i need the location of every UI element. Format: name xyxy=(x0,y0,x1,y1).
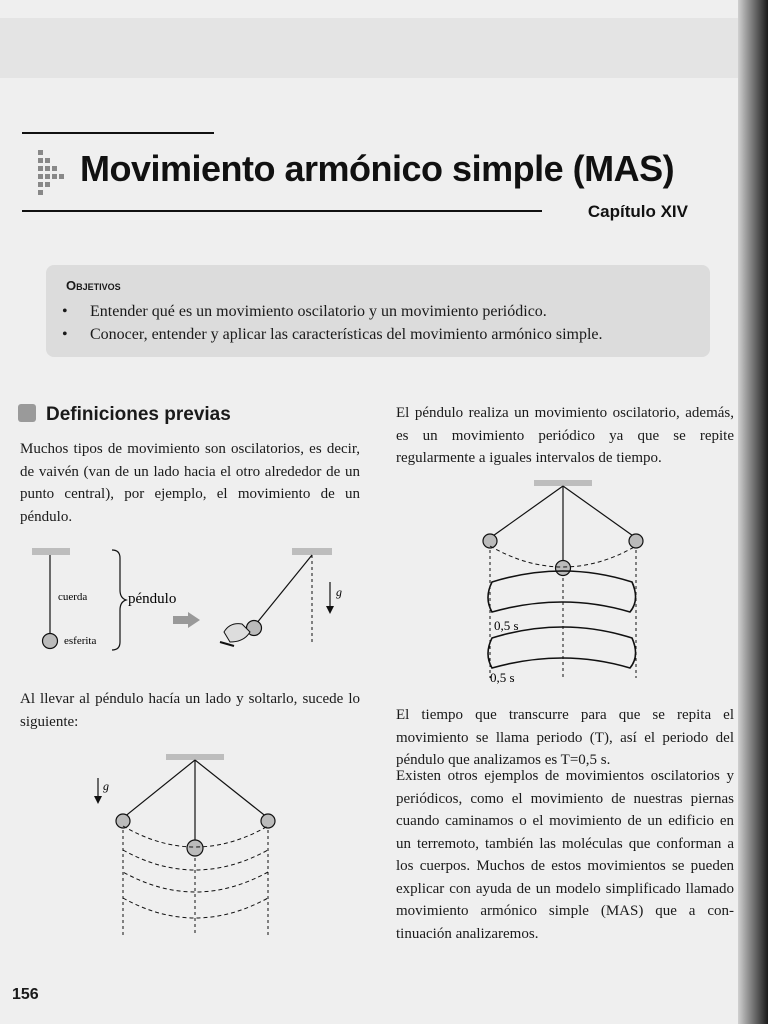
objective-item: • Conocer, entender y aplicar las características del movimiento armónico simple. xyxy=(60,323,603,346)
objectives-list xyxy=(60,300,603,346)
title-decoration-icon xyxy=(38,150,66,196)
period-label-1: 0,5 s xyxy=(494,618,519,633)
page-edge-shadow xyxy=(738,0,768,1024)
bob-right xyxy=(261,814,275,828)
string-left xyxy=(490,486,563,538)
gravity-arrowhead-icon xyxy=(326,606,334,614)
bob-icon xyxy=(43,634,58,649)
right-paragraph-1: El péndulo realiza un movimiento oscilatorio, además, es un movimiento periódico ya que se repite regularmente a iguales intervalos de tiempo. xyxy=(396,405,734,466)
support-icon xyxy=(534,480,592,486)
objectives-heading: Objetivos xyxy=(66,278,121,293)
label-pendulo: péndulo xyxy=(128,591,177,607)
right-paragraph-2: El tiempo que transcurre para que se repita el movimiento se llama periodo (T), así el periodo del péndulo que analizamos es T=0,5 s. xyxy=(396,707,734,768)
support-icon xyxy=(292,548,332,555)
figure-pendulum-swing xyxy=(90,750,290,940)
page-number: 156 xyxy=(12,986,39,1003)
right-paragraph-3: Existen otros ejemplos de movimientos oscilatorios y periódicos, como el movimiento de nuestras piernas cuando caminamos o el movimiento de un edificio en un terremoto, también las moléculas que conforman a los cuerpos. Muchos de estos movimientos se pueden explicar con ayuda de un modelo simplificado llamado movimiento armónico simple (MAS) que a continuación analizaremos. xyxy=(396,768,734,942)
period-band xyxy=(488,627,636,668)
support-icon xyxy=(166,754,224,760)
support-icon xyxy=(32,548,70,555)
label-g: g xyxy=(103,779,109,793)
page-title: Movimiento armónico simple (MAS) xyxy=(80,148,675,189)
bob-center xyxy=(187,840,203,856)
string-left xyxy=(123,760,195,818)
section-paragraph-2: Al llevar al péndulo hacía un lado y soltarlo, sucede lo siguiente: xyxy=(20,691,360,730)
figure-pendulum-period xyxy=(470,478,660,690)
cuff-icon xyxy=(220,642,234,646)
section-paragraph-1: Muchos tipos de movimiento son oscilatorios, es decir, de vaivén (van de un lado hacia el otro alrededor de un punto central), por ejemplo, el movimiento de un péndulo. xyxy=(20,441,360,525)
bob-right xyxy=(629,534,643,548)
string-line xyxy=(256,555,312,624)
title-top-rule xyxy=(22,132,214,134)
chapter-label: Capítulo XIV xyxy=(587,202,688,221)
section-heading: Definiciones previas xyxy=(46,404,231,425)
title-bottom-rule xyxy=(22,210,542,212)
label-g: g xyxy=(336,585,342,599)
objective-item: • Entender qué es un movimiento oscilatorio y un movimiento periódico. xyxy=(60,300,603,323)
brace-icon xyxy=(112,550,126,650)
section-bullet-icon xyxy=(18,404,36,422)
bob-center xyxy=(556,561,571,576)
label-esferita: esferita xyxy=(64,635,97,647)
bob-left xyxy=(116,814,130,828)
string-right xyxy=(195,760,268,818)
gravity-arrowhead-icon xyxy=(94,796,102,804)
label-cuerda: cuerda xyxy=(58,591,88,603)
bob-left xyxy=(483,534,497,548)
string-right xyxy=(563,486,636,538)
period-label-2: 0,5 s xyxy=(490,670,515,685)
arrow-right-icon xyxy=(173,612,200,628)
period-band xyxy=(488,571,636,612)
scan-top-strip xyxy=(0,18,750,78)
figure-pendulum-parts xyxy=(20,542,350,654)
